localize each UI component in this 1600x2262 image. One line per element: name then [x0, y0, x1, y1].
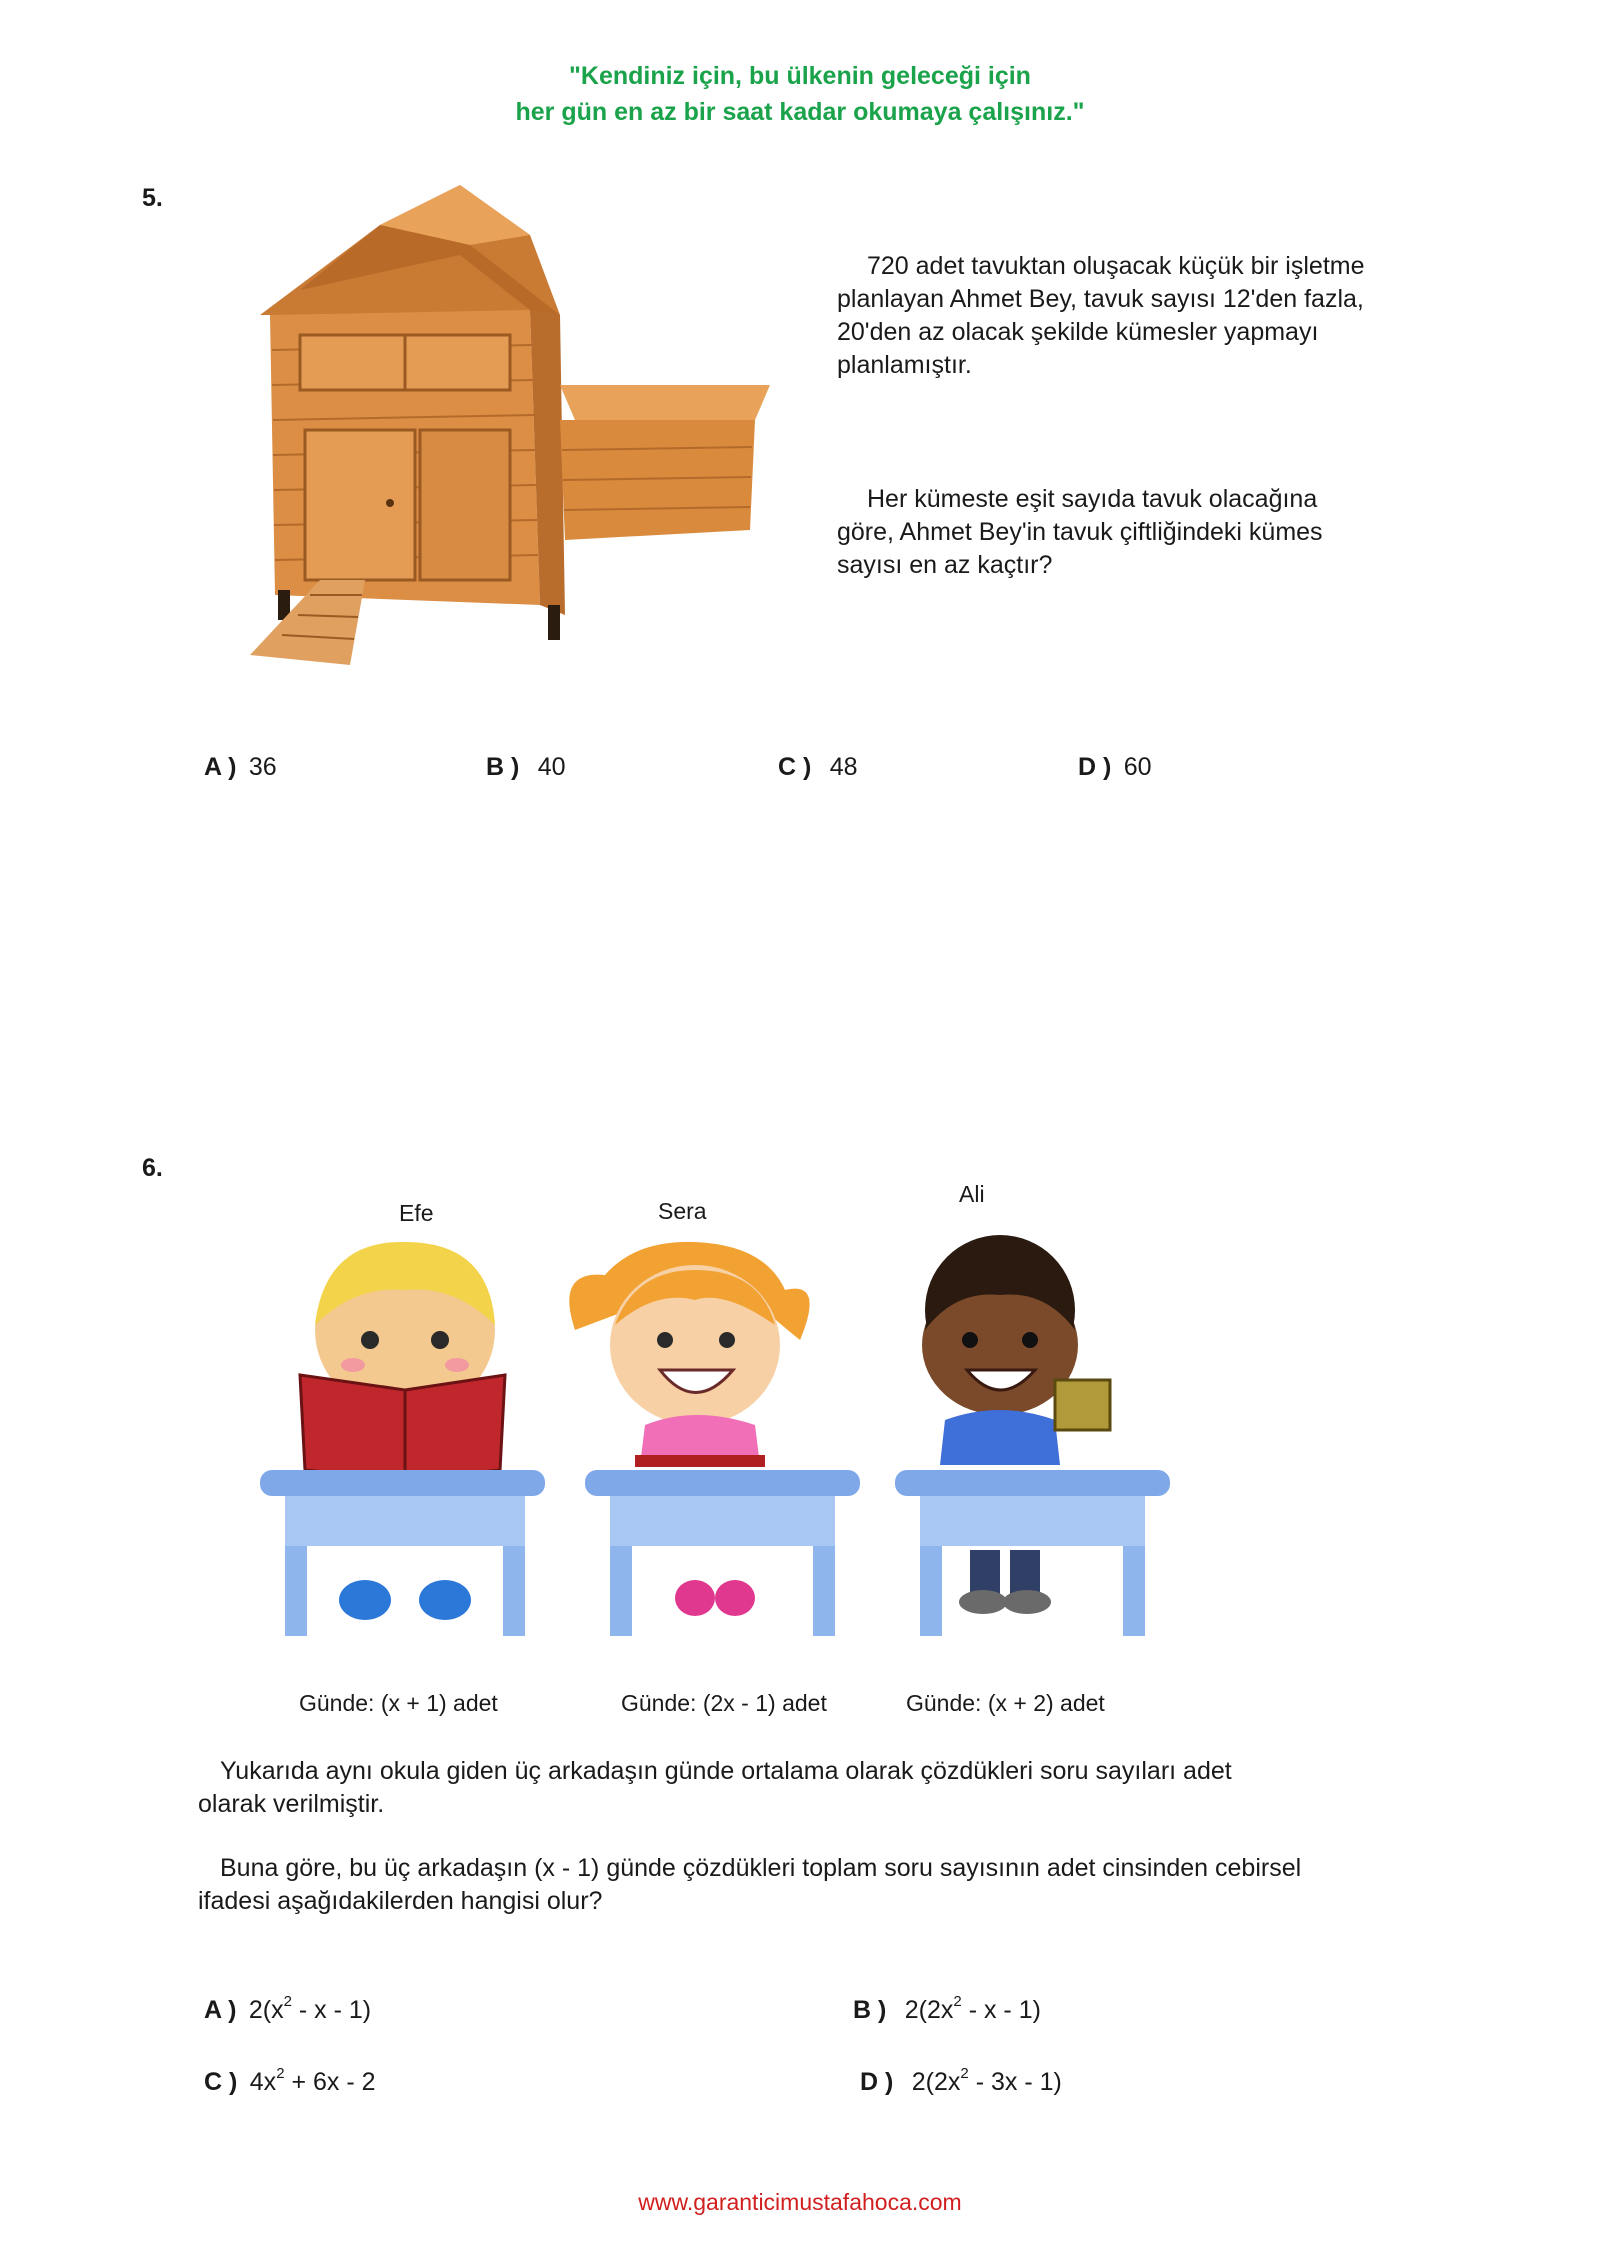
q5-option-b[interactable]: [486, 753, 566, 782]
kid-name-efe: Efe: [399, 1200, 434, 1226]
q5-text-line-6: göre, Ahmet Bey'in tavuk çiftliğindeki kümes: [837, 518, 1323, 546]
option-letter: A ): [204, 1996, 237, 2024]
option-letter: B ): [853, 1996, 887, 2024]
q5-option-a[interactable]: [204, 753, 277, 782]
kid-name-sera: Sera: [658, 1198, 707, 1224]
q5-text-line-5: Her kümeste eşit sayıda tavuk olacağına: [867, 485, 1318, 513]
q5-text-line-1: 720 adet tavuktan oluşacak küçük bir işletme: [867, 252, 1365, 280]
q5-text-line-3: 20'den az olacak şekilde kümesler yapmayı: [837, 318, 1319, 346]
footer-url[interactable]: www.garanticimustafahoca.com: [638, 2189, 962, 2215]
option-letter: C ): [204, 2068, 238, 2096]
q5-option-d[interactable]: [1078, 753, 1152, 782]
ali-figure: [895, 1235, 1170, 1636]
sera-figure: [569, 1242, 860, 1636]
motto-line-1: "Kendiniz için, bu ülkenin geleceği için: [569, 62, 1031, 90]
option-letter: D ): [1078, 753, 1112, 781]
daily-ali: Günde: (x + 2) adet: [906, 1690, 1105, 1716]
kids-at-desks-illustration: [255, 1230, 1135, 1640]
option-letter: A ): [204, 753, 237, 781]
question-5-number: 5.: [142, 184, 163, 212]
question-6-number: 6.: [142, 1154, 163, 1182]
option-value: $4x^2 + 6x - 2$: [249, 2065, 376, 2096]
option-value: 60: [1123, 753, 1152, 781]
q6-option-c[interactable]: [204, 2065, 376, 2097]
option-value: 48: [829, 753, 858, 781]
option-value: $2(2x^2 - 3x - 1)$: [911, 2065, 1062, 2096]
q5-text-line-4: planlamıştır.: [837, 351, 972, 379]
option-value: 40: [537, 753, 566, 781]
q6-option-d[interactable]: [860, 2065, 1062, 2097]
q5-text-line-2: planlayan Ahmet Bey, tavuk sayısı 12'den fazla,: [837, 285, 1364, 313]
daily-efe: Günde: (x + 1) adet: [299, 1690, 498, 1716]
option-letter: C ): [778, 753, 812, 781]
option-value: 36: [248, 753, 277, 781]
chicken-coop-illustration: [230, 185, 790, 675]
motto-line-2: her gün en az bir saat kadar okumaya çalışınız.": [515, 98, 1085, 126]
kid-name-ali: Ali: [959, 1181, 985, 1207]
q6-option-a[interactable]: [204, 1993, 372, 2025]
efe-figure: [260, 1242, 545, 1636]
option-value: $2(2x^2$ - x - 1): [904, 1993, 1041, 2024]
q6-option-b[interactable]: [853, 1993, 1041, 2025]
option-value: $2(x^2$ - x - 1): [248, 1993, 372, 2024]
q6-text-line-1: Yukarıda aynı okula giden üç arkadaşın günde ortalama olarak çözdükleri soru sayıları adet: [220, 1757, 1232, 1785]
option-letter: D ): [860, 2068, 894, 2096]
q6-text-line-2: olarak verilmiştir.: [198, 1790, 385, 1818]
q5-option-c[interactable]: [778, 753, 858, 782]
q6-text-line-3: Buna göre, bu üç arkadaşın (x - 1) günde çözdükleri toplam soru sayısının adet cinsinden cebirsel: [220, 1854, 1302, 1882]
option-letter: B ): [486, 753, 520, 781]
daily-sera: Günde: (2x - 1) adet: [621, 1690, 827, 1716]
q5-text-line-7: sayısı en az kaçtır?: [837, 551, 1053, 579]
q6-text-line-4: ifadesi aşağıdakilerden hangisi olur?: [198, 1887, 603, 1915]
